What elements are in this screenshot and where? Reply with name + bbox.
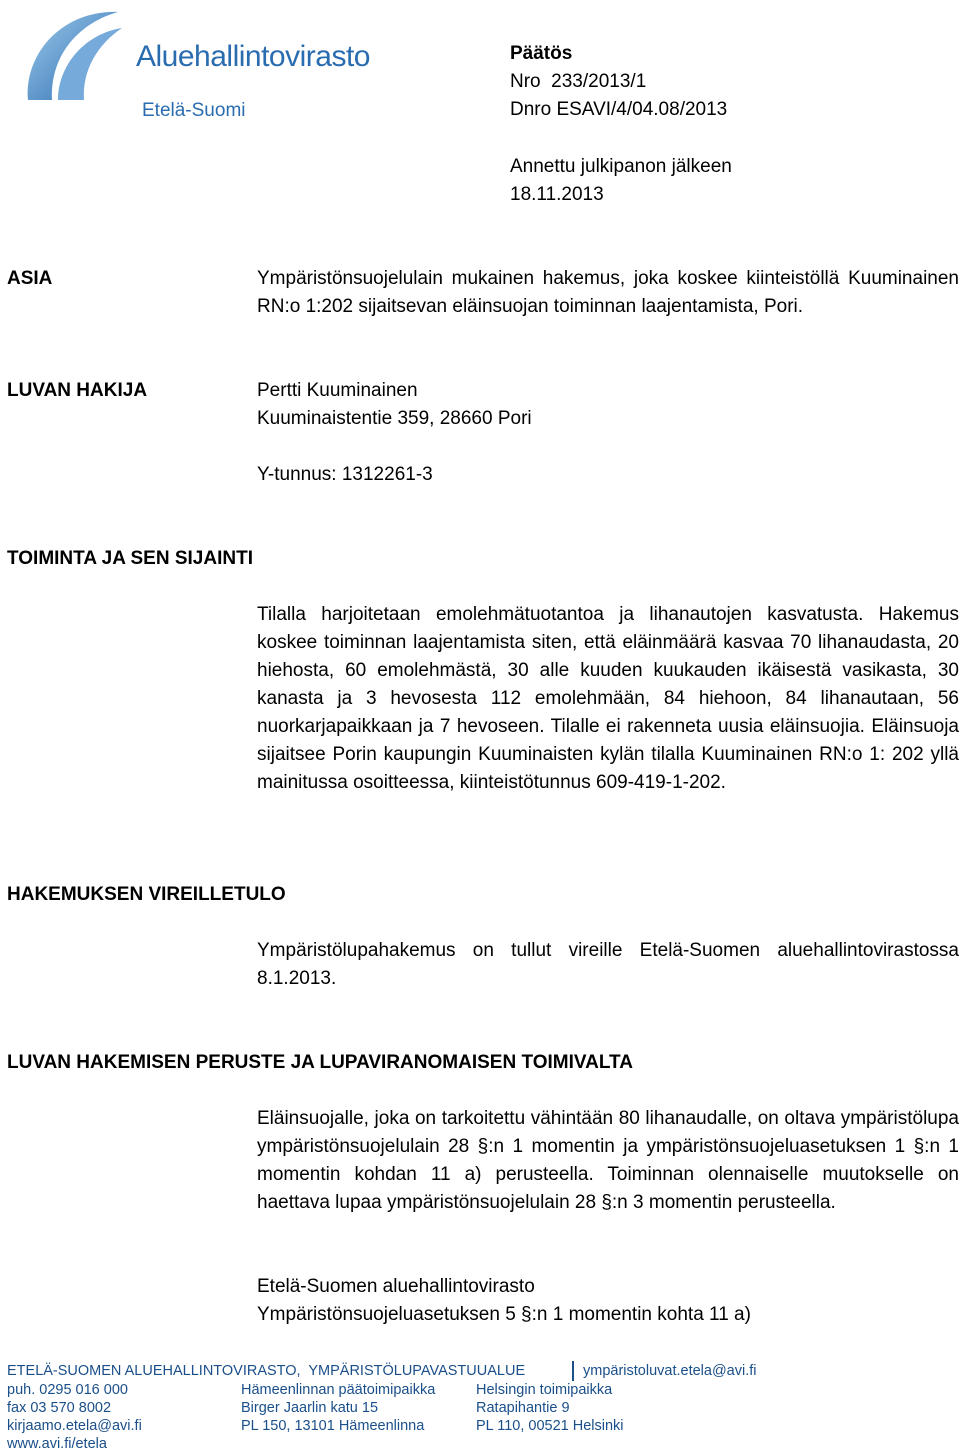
applicant-block (257, 377, 959, 489)
heading-asia: ASIA (7, 268, 53, 289)
authority-block (257, 1273, 959, 1329)
main-office-pobox: PL 150, 13101 Hämeenlinna (241, 1418, 425, 1434)
heading-filing: HAKEMUKSEN VIREILLETULO (7, 884, 286, 905)
logo-region: Etelä-Suomi (142, 100, 246, 121)
main-office-street: Birger Jaarlin katu 15 (241, 1400, 379, 1416)
basis-text: Eläinsuojalle, joka on tarkoitettu vähintään 80 lihanaudalle, on oltava ympäristölupa ympäristönsuojelulain 28 §:n 1 momentin ja ympäristönsuojeluasetuksen 1 §:n 1 momentin kohdan 11 a) perusteella. Toiminnan olennaiselle muutokselle on haettava lupaa ympäristönsuojelulain 28 §:n 3 momentin perusteella. (257, 1108, 959, 1213)
helsinki-office-title: Helsingin toimipaikka (476, 1382, 613, 1398)
helsinki-office-pobox: PL 110, 00521 Helsinki (476, 1418, 624, 1434)
doc-type: Päätös (510, 43, 573, 64)
doc-dnro: Dnro ESAVI/4/04.08/2013 (510, 99, 728, 120)
footer-email-link[interactable]: ympäristoluvat.etela@avi.fi (583, 1363, 757, 1379)
logo-swoosh-icon (22, 4, 132, 114)
authority-basis: Ympäristönsuojeluasetuksen 5 §:n 1 momentin kohta 11 a) (257, 1304, 751, 1325)
footer-fax: fax 03 570 8002 (7, 1400, 112, 1416)
asia-text: Ympäristönsuojelulain mukainen hakemus, joka koskee kiinteistöllä Kuuminainen RN:o 1:202 sijaitsevan eläinsuojan toiminnan laajentamista, Pori. (257, 268, 959, 317)
footer-website[interactable]: www.avi.fi/etela (7, 1436, 107, 1452)
heading-operation: TOIMINTA JA SEN SIJAINTI (7, 548, 253, 569)
heading-basis: LUVAN HAKEMISEN PERUSTE JA LUPAVIRANOMAISEN TOIMIVALTA (7, 1052, 633, 1073)
footer-contacts (7, 1381, 142, 1453)
applicant-ytunnus: Y-tunnus: 1312261-3 (257, 464, 433, 485)
operation-text: Tilalla harjoitetaan emolehmätuotantoa ja lihanautojen kasvatusta. Hakemus koskee toiminnan laajentamista siten, että eläinmäärä kasvaa 70 lihanaudasta, 20 hiehosta, 60 emolehmästä, 30 alle kuuden kuukauden ikäisestä vasikasta, 30 kanasta ja 3 hevosesta 112 emolehmään, 84 hiehoon, 84 lihanautaan, 56 nuorkarjapaikkaan ja 7 hevoseen. Tilalle ei rakenneta uusia eläinsuojia. Eläinsuoja sijaitsee Porin kaupungin Kuuminaisten kylän tilalla Kuuminainen RN:o 1: 202 yllä mainitussa osoitteessa, kiinteistötunnus 609-419-1-202. (257, 604, 959, 793)
helsinki-office-street: Ratapihantie 9 (476, 1400, 570, 1416)
given-date: 18.11.2013 (510, 184, 604, 205)
filing-text: Ympäristölupahakemus on tullut vireille Etelä-Suomen aluehallintovirastossa 8.1.2013. (257, 940, 959, 989)
doc-number: Nro 233/2013/1 (510, 71, 647, 92)
logo-org-name: Aluehallintovirasto (136, 40, 370, 73)
footer-main-office (241, 1381, 435, 1435)
document-meta (510, 40, 727, 124)
footer-helsinki-office (476, 1381, 624, 1435)
footer-org-line: ETELÄ-SUOMEN ALUEHALLINTOVIRASTO, YMPÄRISTÖLUPAVASTUUALUE (7, 1363, 526, 1379)
footer-phone: puh. 0295 016 000 (7, 1382, 128, 1398)
heading-applicant: LUVAN HAKIJA (7, 380, 148, 401)
applicant-name: Pertti Kuuminainen (257, 380, 418, 401)
agency-logo (22, 4, 402, 124)
applicant-address: Kuuminaistentie 359, 28660 Pori (257, 408, 532, 429)
given-label: Annettu julkipanon jälkeen (510, 156, 732, 177)
main-office-title: Hämeenlinnan päätoimipaikka (241, 1382, 436, 1398)
authority-name: Etelä-Suomen aluehallintovirasto (257, 1276, 535, 1297)
given-info (510, 153, 732, 209)
footer-registry-email[interactable]: kirjaamo.etela@avi.fi (7, 1418, 142, 1434)
footer-divider (572, 1361, 574, 1381)
